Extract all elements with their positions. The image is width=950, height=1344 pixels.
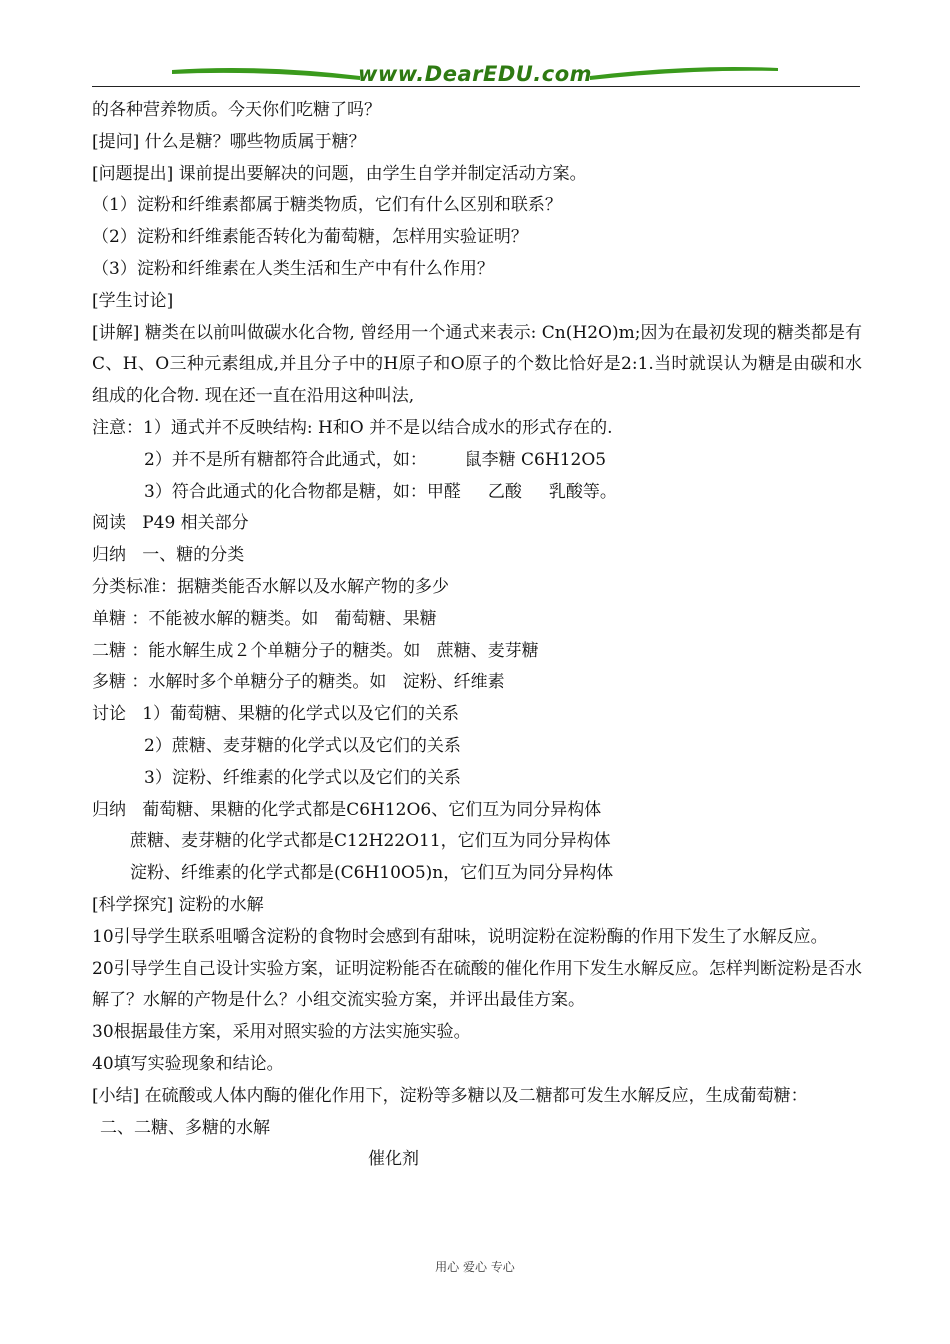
text-line: 多糖 ：水解时多个单糖分子的糖类。如 淀粉、纤维素 bbox=[92, 672, 505, 693]
text-line: [提问] 什么是糖？哪些物质属于糖？ bbox=[92, 131, 366, 152]
text-line: 40填写实验现象和结论。 bbox=[92, 1053, 284, 1074]
site-logo bbox=[170, 60, 780, 88]
text-line: 单糖 ：不能被水解的糖类。如 葡萄糖、果糖 bbox=[92, 608, 437, 629]
text-paragraph: [小结] 在硫酸或人体内酶的催化作用下，淀粉等多糖以及二糖都可发生水解反应，生成葡萄糖： bbox=[92, 1085, 808, 1106]
text-line: 催化剂 bbox=[368, 1149, 419, 1170]
text-line: 3）符合此通式的化合物都是糖，如：甲醛 乙酸 乳酸等。 bbox=[144, 481, 617, 502]
text-line: （3）淀粉和纤维素在人类生活和生产中有什么作用？ bbox=[92, 258, 494, 279]
header-rule bbox=[92, 86, 860, 87]
text-paragraph: 10引导学生联系咀嚼含淀粉的食物时会感到有甜味，说明淀粉在淀粉酶的作用下发生了水解反应。 bbox=[92, 926, 828, 947]
text-line: 归纳 葡萄糖、果糖的化学式都是C6H12O6、它们互为同分异构体 bbox=[92, 799, 602, 820]
text-line: 归纳 一、糖的分类 bbox=[92, 545, 245, 566]
page-header bbox=[0, 0, 950, 92]
text-line: 3）淀粉、纤维素的化学式以及它们的关系 bbox=[144, 767, 461, 788]
text-line: （2）淀粉和纤维素能否转化为葡萄糖，怎样用实验证明？ bbox=[92, 227, 528, 248]
text-line: [学生讨论] bbox=[92, 290, 174, 311]
text-paragraph: [讲解] 糖类在以前叫做碳水化合物, 曾经用一个通式来表示: Cn(H2O)m;因为在最初发现的糖类都是有C、H、O三种元素组成,并且分子中的H原子和O原子的个数比恰好是2:1.当时就误认为糖是由碳和水组成的化合物. 现在还一直在沿用这种叫法, bbox=[92, 322, 862, 407]
text-line: 讨论 1）葡萄糖、果糖的化学式以及它们的关系 bbox=[92, 704, 460, 725]
text-line: 30根据最佳方案，采用对照实验的方法实施实验。 bbox=[92, 1022, 471, 1043]
text-paragraph: 20引导学生自己设计实验方案，证明淀粉能否在硫酸的催化作用下发生水解反应。怎样判断淀粉是否水解了？水解的产物是什么？小组交流实验方案，并评出最佳方案。 bbox=[92, 958, 862, 1011]
text-line: 2）并不是所有糖都符合此通式，如： 鼠李糖 C6H12O5 bbox=[144, 449, 607, 470]
logo-text: www.DearEDU.com bbox=[357, 62, 593, 86]
text-line: [问题提出] 课前提出要解决的问题，由学生自学并制定活动方案。 bbox=[92, 163, 587, 184]
text-line: 二糖 ：能水解生成２个单糖分子的糖类。如 蔗糖、麦芽糖 bbox=[92, 640, 539, 661]
text-line: 蔗糖、麦芽糖的化学式都是C12H22O11，它们互为同分异构体 bbox=[130, 831, 611, 852]
text-line: 淀粉、纤维素的化学式都是(C6H10O5)n，它们互为同分异构体 bbox=[130, 863, 614, 884]
text-line: 阅读 P49 相关部分 bbox=[92, 513, 249, 534]
text-line: 分类标准：据糖类能否水解以及水解产物的多少 bbox=[92, 576, 449, 597]
text-line: [科学探究] 淀粉的水解 bbox=[92, 894, 264, 915]
text-line: 注意：1）通式并不反映结构: H和O 并不是以结合成水的形式存在的. bbox=[92, 417, 613, 438]
text-line: 二、二糖、多糖的水解 bbox=[100, 1117, 270, 1138]
text-line: 2）蔗糖、麦芽糖的化学式以及它们的关系 bbox=[144, 735, 461, 756]
text-line: 的各种营养物质。今天你们吃糖了吗？ bbox=[92, 100, 381, 120]
page-footer: 用心 爱心 专心 bbox=[435, 1260, 515, 1274]
document-body bbox=[92, 95, 862, 1176]
text-line: （1）淀粉和纤维素都属于糖类物质，它们有什么区别和联系？ bbox=[92, 195, 562, 216]
